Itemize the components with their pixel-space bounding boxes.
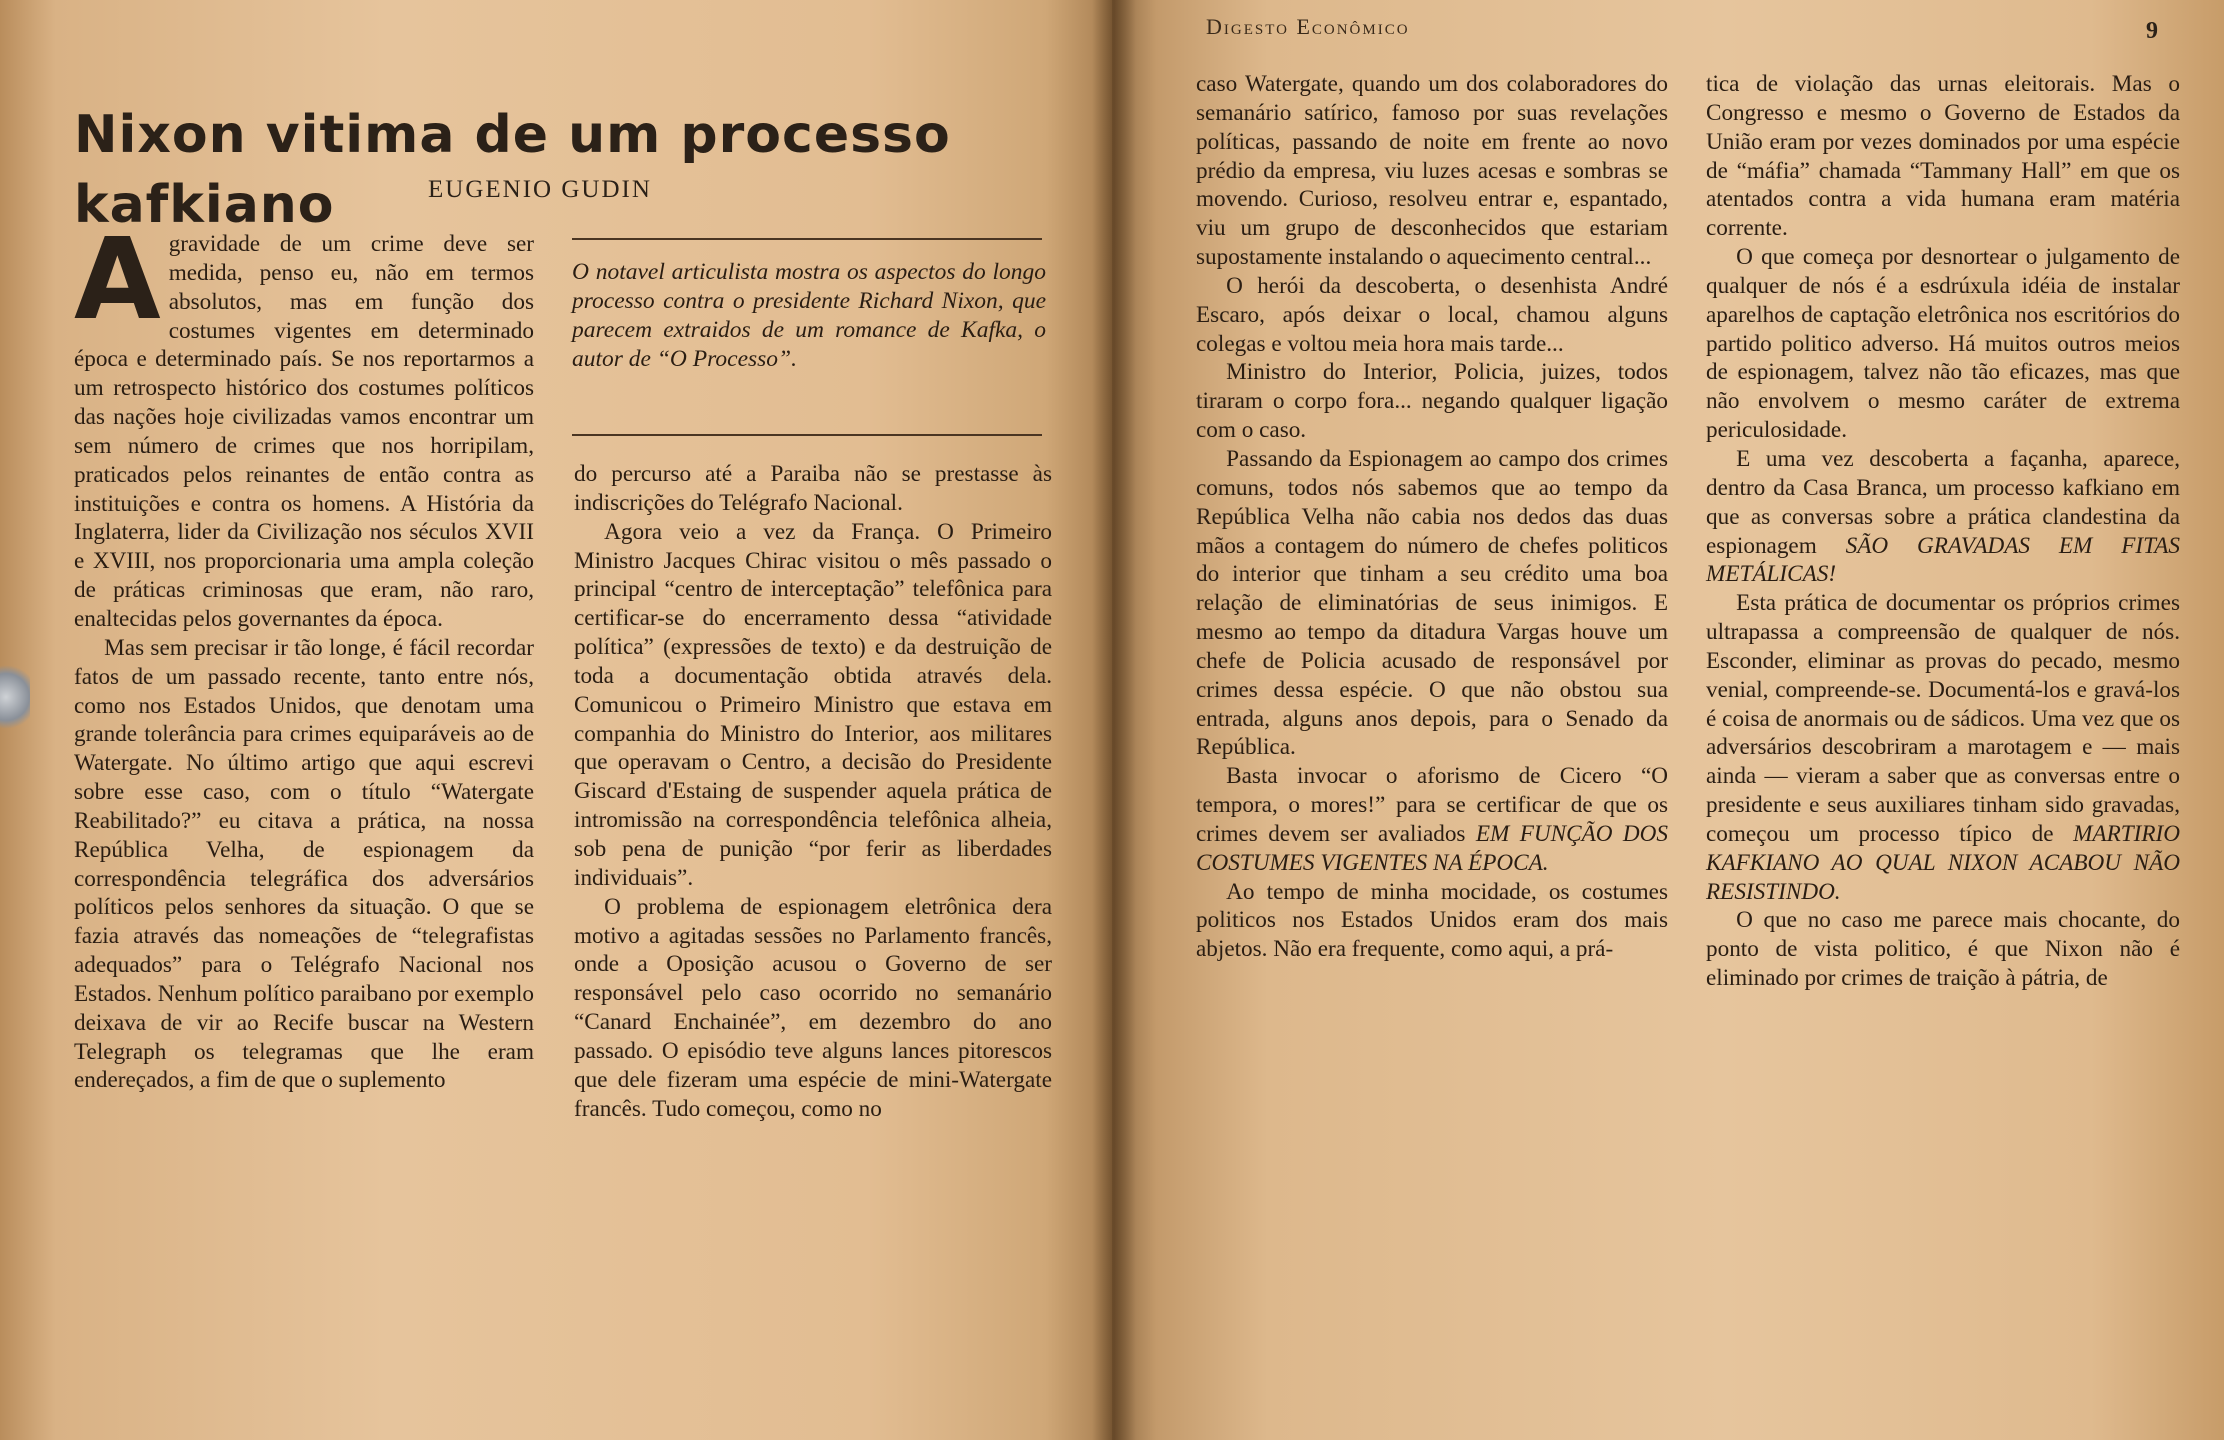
column-2 [574,460,1052,1123]
emphasis-text: SÃO GRAVADAS EM FITAS METÁLICAS! [1706,532,2181,588]
metal-clip-mark [0,662,30,732]
paragraph: Ministro do Interior, Policia, juizes, todos tiraram o corpo fora... negando qualquer ligação com o caso. [1196,359,1668,444]
column-1 [74,215,534,1095]
paragraph [1706,589,2180,906]
divider-rule-bottom [572,434,1042,436]
page-number: 9 [2146,18,2158,44]
paragraph [1196,762,1668,877]
paragraph: Passando da Espionagem ao campo dos crimes comuns, todos nós sabemos que ao tempo da República Velha não cabia nos dedos das duas mãos a contagem do número de chefes politicos do interior que tinham a seu crédito uma boa relação de eliminatórias de seus inimigos. E mesmo ao tempo da ditadura Vargas houve um chefe de Policia acusado de responsável por crimes dessa espécie. O que não obstou sua entrada, alguns anos depois, para o Senado da República. [1196,445,1668,761]
paragraph-text: gravidade de um crime deve ser medida, penso eu, não em termos absolutos, mas em função dos costumes vigentes em determinado época e determinado país. Se nos reportarmos a um retrospecto histórico dos costumes políticos das nações hoje civilizadas vamos encontrar um sem número de crimes que nos horripilam, praticados pelos reinantes de então contra as instituições e contra os homens. A História da Inglaterra, lider da Civilização nos séculos XVII e XVIII, nos proporcionaria uma ampla coleção de práticas criminosas que eram, não raro, enaltecidas pelos governantes da época. [74,231,534,632]
article-title: Nixon vitima de um processo kafkiano [74,105,951,235]
divider-rule-top [572,238,1042,240]
paragraph: do percurso até a Paraiba não se prestasse às indiscrições do Telégrafo Nacional. [574,461,1052,516]
paragraph: Mas sem precisar ir tão longe, é fácil recordar fatos de um passado recente, tanto entre nós, como nos Estados Unidos, que denotam uma grande tolerância para crimes equiparáveis ao de Watergate. No último artigo que aqui escrevi sobre esse caso, com o título “Watergate Reabilitado?” eu citava a prática, na nossa República Velha, de espionagem da correspondência telegráfica dos adversários políticos pelos senhores da situação. O que se fazia através das nomeações de “telegrafistas adequados” para o Telégrafo Nacional nos Estados. Nenhum político paraibano por exemplo deixava de vir ao Recife buscar na Western Telegraph os telegramas que lhe eram endereçados, a fim de que o suplemento [74,634,534,1094]
paragraph: Agora veio a vez da França. O Primeiro Ministro Jacques Chirac visitou o mês passado o principal “centro de interceptação” telefônica para certificar-se do encerramento dessa “atividade política” (expressões de texto) e da destruição de toda a documentação obtida através dela. Comunicou o Primeiro Ministro que estava em companhia do Ministro do Interior, aos militares que operavam o Centro, a decisão do Presidente Giscard d'Estaing de suspender aquela prática de intromissão na correspondência telefônica alheia, sob pena de punição “por ferir as liberdades individuais”. [574,518,1052,891]
right-page [1112,0,2224,1440]
author-byline: EUGENIO GUDIN [428,176,652,203]
paragraph: O problema de espionagem eletrônica dera motivo a agitadas sessões no Parlamento francês, onde a Oposição acusou o Governo de ser responsável pelo caso ocorrido no semanário “Canard Enchainée”, em dezembro do ano passado. O episódio teve alguns lances pitorescos que dele fizeram uma espécie de mini-Watergate francês. Tudo começou, como no [574,893,1052,1122]
running-header: Digesto Econômico [1206,14,1410,39]
emphasis-text: EM FUNÇÃO DOS COSTUMES VIGENTES NA ÉPOCA. [1196,820,1669,876]
binding-gutter [1092,0,1136,1440]
paragraph-opening [74,215,534,634]
article-intro: O notavel articulista mostra os aspectos do longo processo contra o presidente Richard Nixon, que parecem extraidos de um romance de Kafka, o autor de “O Processo”. [572,259,1046,372]
paragraph-text: Esta prática de documentar os próprios crimes ultrapassa a compreensão de qualquer de nós. Esconder, eliminar as provas do pecado, mesmo venial, compreende-se. Documentá-los e gravá-los é coisa de anormais ou de sádicos. Uma vez que os adversários descobriram a marotagem e — mais ainda — vieram a saber que as conversas entre o presidente e seus auxiliares tinham sido gravadas, começou um processo típico de [1706,590,2180,847]
paragraph: O que no caso me parece mais chocante, do ponto de vista politico, é que Nixon não é eliminado por crimes de traição à pátria, de [1706,907,2180,992]
paragraph: tica de violação das urnas eleitorais. Mas o Congresso e mesmo o Governo de Estados da União eram por vezes dominados por uma espécie de “máfia” chamada “Tammany Hall” em que os atentados contra a vida humana eram matéria corrente. [1706,71,2180,242]
paragraph: caso Watergate, quando um dos colaboradores do semanário satírico, famoso por suas revelações políticas, passando de noite em frente ao novo prédio da empresa, viu luzes acesas e sombras se movendo. Curioso, resolveu entrar e, espantado, viu um grupo de desconhecidos que estariam supostamente instalando o aquecimento central... [1196,71,1668,271]
column-3 [1196,70,1668,964]
paragraph: O herói da descoberta, o desenhista André Escaro, após deixar o local, chamou alguns colegas e voltou meia hora mais tarde... [1196,272,1668,357]
paragraph [1706,445,2180,589]
drop-cap: A [74,215,161,345]
paragraph: Ao tempo de minha mocidade, os costumes politicos nos Estados Unidos eram dos mais abjetos. Não era frequente, como aqui, a prá- [1196,878,1668,963]
paragraph-text: Basta invocar o aforismo de Cicero “O tempora, o mores!” para se certificar de que os crimes devem ser avaliados [1196,763,1668,847]
paragraph-text: E uma vez descoberta a façanha, aparece, dentro da Casa Branca, um processo kafkiano em que as conversas sobre a prática clandestina da espionagem [1706,445,2180,559]
column-4 [1706,70,2180,993]
emphasis-text: MARTIRIO KAFKIANO AO QUAL NIXON ACABOU NÃO RESISTINDO. [1706,820,2180,905]
paragraph: O que começa por desnortear o julgamento de qualquer de nós é a esdrúxula idéia de instalar aparelhos de captação eletrônica nos escritórios do partido politico adverso. Há muitos outros meios de espionagem, talvez não tão eficazes, mas que não envolvem o mesmo caráter de extrema periculosidade. [1706,244,2180,444]
